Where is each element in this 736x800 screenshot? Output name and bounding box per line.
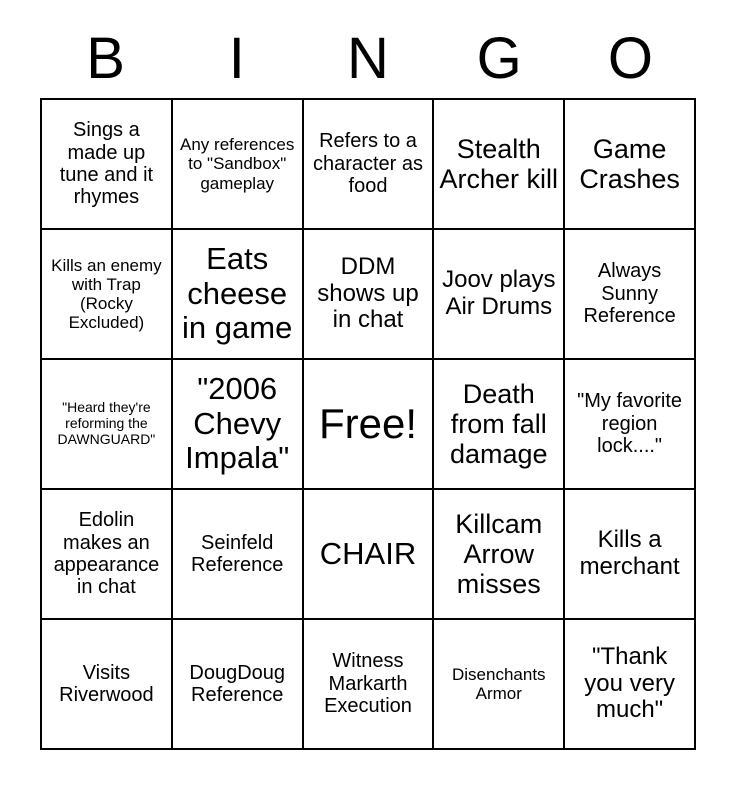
bingo-cell[interactable] (565, 490, 696, 620)
bingo-cell-label: Kills an enemy with Trap (Rocky Excluded) (51, 255, 162, 333)
bingo-cell-label: Sings a made up tune and it rhymes (59, 119, 154, 209)
bingo-cell-label: Eats cheese in game (182, 240, 293, 346)
bingo-cell-label: DougDoug Reference (189, 661, 285, 706)
header-letter-o: O (607, 26, 653, 91)
bingo-cell[interactable] (565, 230, 696, 360)
bingo-cell[interactable] (434, 490, 565, 620)
bingo-cell[interactable] (304, 100, 435, 230)
bingo-cell[interactable] (173, 620, 304, 750)
bingo-cell[interactable] (42, 230, 173, 360)
bingo-cell-label: Killcam Arrow misses (455, 508, 543, 600)
bingo-cell[interactable] (434, 620, 565, 750)
bingo-cell-label: Stealth Archer kill (439, 133, 559, 194)
bingo-cell-label: "My favorite region lock...." (577, 390, 683, 458)
bingo-cell[interactable] (173, 230, 304, 360)
bingo-cell-label: Kills a merchant (579, 526, 680, 580)
bingo-cell[interactable] (304, 490, 435, 620)
bingo-cell-label: Seinfeld Reference (191, 531, 284, 576)
bingo-cell-label: Death from fall damage (450, 378, 548, 470)
bingo-cell-label: Any references to "Sandbox" gameplay (180, 135, 295, 193)
bingo-cell-label: Refers to a character as food (312, 130, 424, 198)
bingo-cell-label: Disenchants Armor (452, 664, 546, 703)
bingo-cell[interactable] (42, 490, 173, 620)
bingo-cell[interactable] (173, 360, 304, 490)
bingo-cell[interactable] (565, 360, 696, 490)
bingo-cell[interactable] (304, 620, 435, 750)
bingo-cell-label: Witness Markarth Execution (324, 650, 412, 718)
bingo-cell-label: Joov plays Air Drums (442, 266, 556, 320)
bingo-header (40, 0, 696, 98)
header-letter-n: N (347, 26, 389, 91)
bingo-cell[interactable] (42, 360, 173, 490)
bingo-cell[interactable] (565, 100, 696, 230)
bingo-cell-label: "Heard they're reforming the DAWNGUARD" (57, 399, 156, 447)
bingo-cell-free[interactable] (304, 360, 435, 490)
bingo-cell-label: Game Crashes (579, 133, 680, 194)
bingo-cell[interactable] (434, 230, 565, 360)
bingo-cell[interactable] (304, 230, 435, 360)
bingo-cell-label: Edolin makes an appearance in chat (53, 509, 160, 599)
bingo-cell-label: Always Sunny Reference (583, 260, 676, 328)
bingo-cell-label: "Thank you very much" (584, 642, 675, 724)
bingo-cell-label: Visits Riverwood (59, 661, 154, 706)
bingo-cell[interactable] (173, 490, 304, 620)
bingo-cell[interactable] (434, 100, 565, 230)
bingo-grid (40, 98, 696, 750)
header-letter-g: G (476, 26, 522, 91)
bingo-cell-label: CHAIR (319, 535, 417, 571)
bingo-cell[interactable] (434, 360, 565, 490)
bingo-cell-label: "2006 Chevy Impala" (185, 370, 290, 476)
bingo-cell[interactable] (42, 100, 173, 230)
bingo-cell-label: Free! (318, 400, 417, 448)
bingo-cell[interactable] (173, 100, 304, 230)
bingo-cell[interactable] (42, 620, 173, 750)
bingo-cell[interactable] (565, 620, 696, 750)
bingo-cell-label: DDM shows up in chat (317, 252, 419, 334)
header-letter-b: B (86, 26, 125, 91)
header-letter-i: I (228, 26, 245, 91)
